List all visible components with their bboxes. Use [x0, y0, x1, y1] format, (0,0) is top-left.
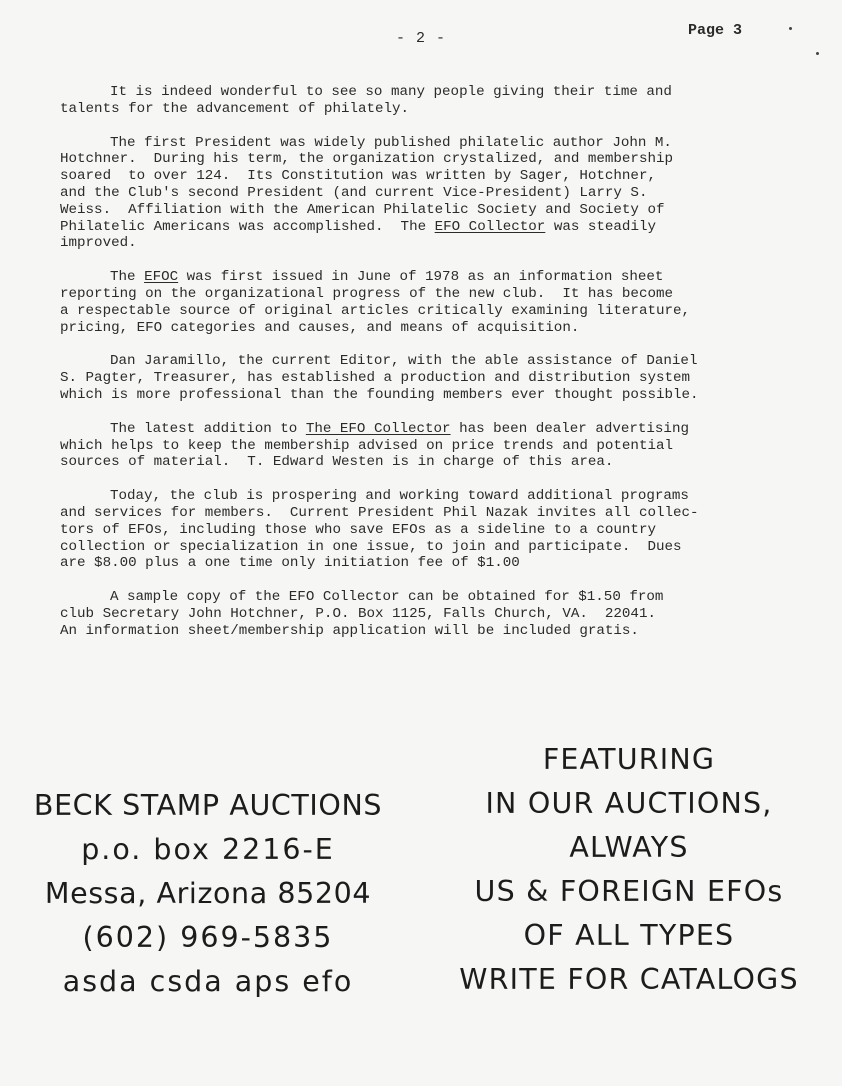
paragraph-first-president [60, 135, 820, 253]
text-line: was steadily [545, 218, 656, 235]
paragraph-sample-copy [60, 589, 820, 639]
page-label: Page 3 [688, 22, 743, 39]
text-line: Weiss. Affiliation with the American Philatelic Society and Society of [60, 201, 665, 218]
text-line: has been dealer advertising [450, 420, 689, 437]
text-line: which helps to keep the membership advised on price trends and potential [60, 437, 673, 454]
page-number-center: - 2 - [396, 30, 447, 47]
text-line: Today, the club is prospering and working toward additional programs [110, 488, 689, 505]
paragraph-advertising [60, 421, 820, 471]
text-line: pricing, EFO categories and causes, and means of acquisition. [60, 319, 580, 336]
ad-line: OF ALL TYPES [523, 919, 735, 952]
paragraph-today [60, 488, 820, 572]
text-line: S. Pagter, Treasurer, has established a production and distribution system [60, 370, 691, 387]
ad-line: BECK STAMP AUCTIONS [33, 789, 383, 822]
text-line: a respectable source of original articles critically examining literature, [60, 302, 691, 319]
text-line: talents for the advancement of philately. [60, 100, 410, 117]
paragraph-editor [60, 353, 820, 403]
speck-mark [789, 27, 792, 30]
publication-title: EFO Collector [434, 218, 546, 235]
speck-mark [816, 52, 819, 55]
text-line: reporting on the organizational progress of the new club. It has become [60, 285, 673, 302]
text-line: which is more professional than the founding members ever thought possible. [60, 386, 699, 403]
text-line: The latest addition to [110, 420, 306, 437]
article-body [60, 84, 820, 657]
text-line: The [110, 269, 145, 286]
text-line: are $8.00 plus a one time only initiation fee of $1.00 [60, 555, 520, 572]
text-line: A sample copy of the EFO Collector can be obtained for $1.50 from [110, 589, 664, 606]
ad-featuring-efos [436, 738, 822, 1002]
text-line: soared to over 124. Its Constitution was written by Sager, Hotchner, [60, 168, 656, 185]
ad-line: IN OUR AUCTIONS, [485, 787, 773, 820]
text-line: was first issued in June of 1978 as an information sheet [178, 269, 664, 286]
text-line: An information sheet/membership application will be included gratis. [60, 622, 639, 639]
text-line: Philatelic Americans was accomplished. The [60, 218, 435, 235]
text-line: sources of material. T. Edward Westen is in charge of this area. [60, 454, 614, 471]
text-line: It is indeed wonderful to see so many people giving their time and [110, 84, 672, 100]
text-line: Hotchner. During his term, the organization crystalized, and membership [60, 151, 673, 168]
text-line: improved. [60, 235, 137, 252]
publication-title: EFOC [144, 269, 179, 286]
ad-beck-stamp-auctions [12, 784, 404, 1004]
text-line: Dan Jaramillo, the current Editor, with the able assistance of Daniel [110, 353, 698, 370]
ad-line: p.o. box 2216-E [81, 833, 335, 866]
publication-title: The EFO Collector [305, 420, 451, 437]
ad-line: FEATURING [542, 743, 716, 776]
text-line: and services for members. Current President Phil Nazak invites all collec- [60, 504, 699, 521]
paragraph-efoc-history [60, 269, 820, 336]
ad-line: asda csda aps efo [62, 965, 354, 998]
paragraph-intro [60, 84, 820, 118]
ad-line: (602) 969-5835 [82, 921, 334, 954]
ad-line: WRITE FOR CATALOGS [459, 963, 799, 996]
text-line: club Secretary John Hotchner, P.O. Box 1125, Falls Church, VA. 22041. [60, 605, 656, 622]
text-line: and the Club's second President (and current Vice-President) Larry S. [60, 184, 648, 201]
ad-line: US & FOREIGN EFOs [474, 875, 784, 908]
text-line: collection or specialization in one issue, to join and participate. Dues [60, 538, 682, 555]
text-line: The first President was widely published philatelic author John M. [110, 134, 672, 151]
text-line: tors of EFOs, including those who save EFOs as a sideline to a country [60, 521, 656, 538]
ad-line: Messa, Arizona 85204 [44, 877, 372, 910]
ad-line: ALWAYS [569, 831, 689, 864]
